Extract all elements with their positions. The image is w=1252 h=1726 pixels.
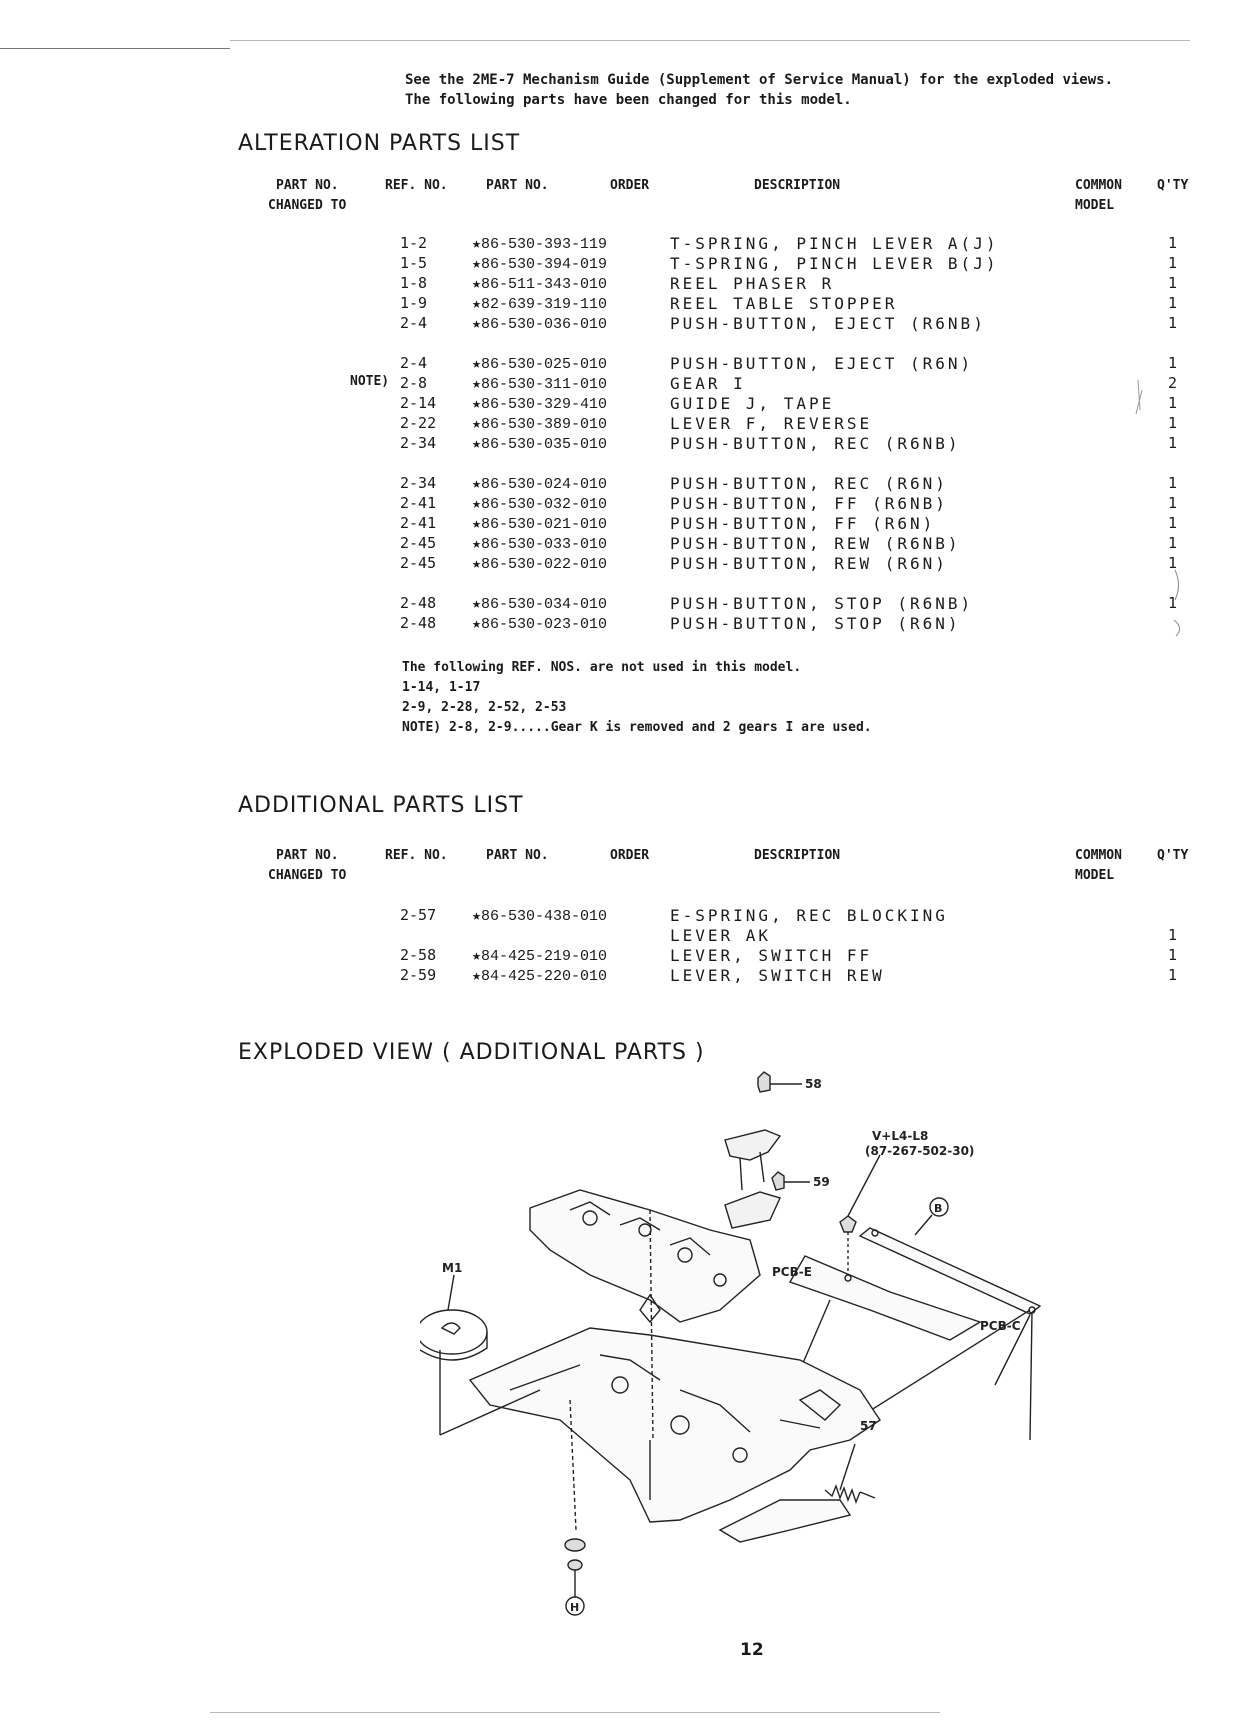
table-row: 2-59 ★84-425-220-010 LEVER, SWITCH REW 1 — [400, 966, 1178, 985]
label-screw-1: V+L4-L8 — [872, 1129, 929, 1143]
exploded-view-drawing — [420, 1060, 1070, 1620]
add-header-part-no-changed: PART NO. — [276, 848, 339, 863]
table-row: 2-34 ★86-530-024-010 PUSH-BUTTON, REC (R6N) 1 — [400, 474, 1178, 493]
add-header-ref-no: REF. NO. — [385, 848, 448, 863]
table-row: 2-45 ★86-530-033-010 PUSH-BUTTON, REW (R6NB) 1 — [400, 534, 1178, 553]
table-row: 2-4 ★86-530-036-010 PUSH-BUTTON, EJECT (R6NB) 1 — [400, 314, 1178, 333]
table-row: 1-8 ★86-511-343-010 REEL PHASER R 1 — [400, 274, 1178, 293]
table-row: 2-34 ★86-530-035-010 PUSH-BUTTON, REC (R6NB) 1 — [400, 434, 1178, 453]
scan-marks — [1130, 370, 1190, 640]
table-row: 2-41 ★86-530-021-010 PUSH-BUTTON, FF (R6N) 1 — [400, 514, 1178, 533]
add-header-changed-to: CHANGED TO — [268, 868, 347, 883]
alteration-notes: The following REF. NOS. are not used in this model. 1-14, 1-17 2-9, 2-28, 2-52, 2-53 NOTE) 2-8, 2-9.....Gear K is removed and 2 gears I are used. — [402, 660, 872, 735]
intro-line-1: See the 2ME-7 Mechanism Guide (Supplement of Service Manual) for the exploded views. — [405, 72, 1114, 88]
add-header-description: DESCRIPTION — [754, 848, 841, 863]
table-row: LEVER AK 1 — [670, 926, 1178, 945]
scan-top-line — [230, 40, 1190, 41]
header-common: COMMON — [1075, 178, 1122, 193]
label-pcb-e: PCB-E — [772, 1265, 812, 1279]
table-row: 1-2 ★86-530-393-119 T-SPRING, PINCH LEVER A(J) 1 — [400, 234, 1178, 253]
label-m1: M1 — [442, 1261, 463, 1275]
alteration-title: ALTERATION PARTS LIST — [238, 131, 521, 156]
header-ref-no: REF. NO. — [385, 178, 448, 193]
scan-edge-line — [0, 48, 230, 49]
table-row: 1-9 ★82-639-319-110 REEL TABLE STOPPER 1 — [400, 294, 1178, 313]
table-row: 1-5 ★86-530-394-019 T-SPRING, PINCH LEVER B(J) 1 — [400, 254, 1178, 273]
add-header-common: COMMON — [1075, 848, 1122, 863]
table-row: NOTE) 2-8 ★86-530-311-010 GEAR I 2 — [350, 374, 1178, 393]
table-row: 2-4 ★86-530-025-010 PUSH-BUTTON, EJECT (R6N) 1 — [400, 354, 1178, 373]
label-57: 57 — [860, 1419, 877, 1433]
additional-title: ADDITIONAL PARTS LIST — [238, 793, 524, 818]
add-header-order: ORDER — [610, 848, 650, 863]
table-row: 2-57 ★86-530-438-010 E-SPRING, REC BLOCKING — [400, 906, 948, 925]
add-header-model: MODEL — [1075, 868, 1115, 883]
table-row: 2-48 ★86-530-034-010 PUSH-BUTTON, STOP (R6NB) 1 — [400, 594, 1178, 613]
table-row: 2-58 ★84-425-219-010 LEVER, SWITCH FF 1 — [400, 946, 1178, 965]
exploded-view-title: EXPLODED VIEW ( ADDITIONAL PARTS ) — [238, 1040, 705, 1065]
header-description: DESCRIPTION — [754, 178, 841, 193]
table-row: 2-41 ★86-530-032-010 PUSH-BUTTON, FF (R6NB) 1 — [400, 494, 1178, 513]
header-order: ORDER — [610, 178, 650, 193]
label-screw-2: (87-267-502-30) — [865, 1144, 975, 1158]
label-h: H — [570, 1601, 580, 1614]
header-part-no: PART NO. — [486, 178, 549, 193]
header-changed-to: CHANGED TO — [268, 198, 347, 213]
add-header-qty: Q'TY — [1157, 848, 1189, 863]
header-model: MODEL — [1075, 198, 1115, 213]
label-58: 58 — [805, 1077, 822, 1091]
table-row: 2-14 ★86-530-329-410 GUIDE J, TAPE 1 — [400, 394, 1178, 413]
header-part-no-changed: PART NO. — [276, 178, 339, 193]
table-row: 2-48 ★86-530-023-010 PUSH-BUTTON, STOP (R6N) — [400, 614, 961, 633]
label-59: 59 — [813, 1175, 830, 1189]
page-number: 12 — [740, 1640, 764, 1660]
add-header-part-no: PART NO. — [486, 848, 549, 863]
table-row: 2-45 ★86-530-022-010 PUSH-BUTTON, REW (R6N) 1 — [400, 554, 1178, 573]
scan-bottom-line — [210, 1712, 940, 1713]
intro-line-2: The following parts have been changed for this model. — [405, 92, 852, 108]
table-row: 2-22 ★86-530-389-010 LEVER F, REVERSE 1 — [400, 414, 1178, 433]
label-pcb-c: PCB-C — [980, 1319, 1021, 1333]
label-b: B — [934, 1202, 943, 1215]
header-qty: Q'TY — [1157, 178, 1189, 193]
